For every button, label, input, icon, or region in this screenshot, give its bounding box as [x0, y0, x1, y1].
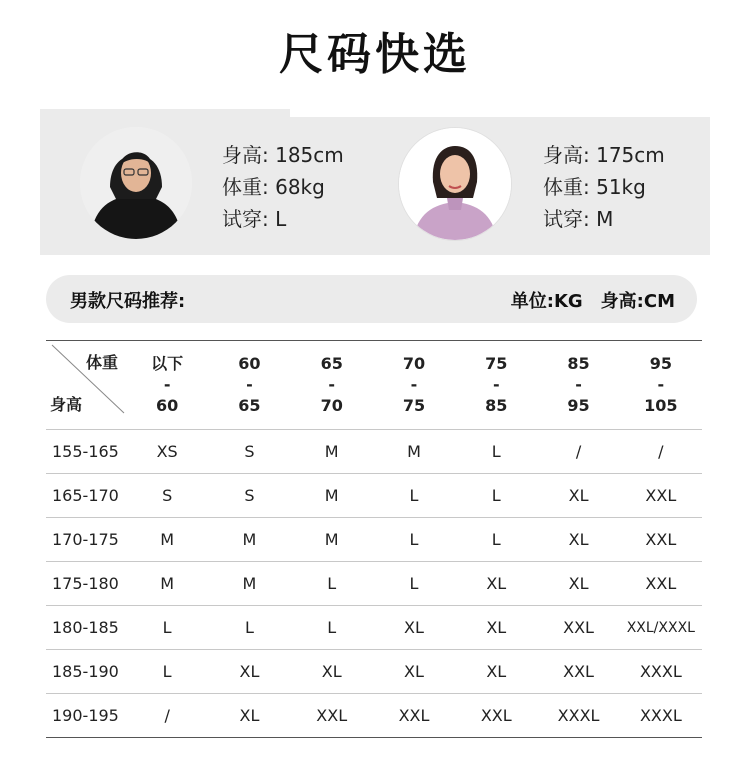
size-cell: L: [291, 562, 373, 606]
size-cell: XXXL: [620, 650, 702, 694]
size-cell: M: [126, 518, 208, 562]
size-cell: L: [373, 518, 455, 562]
size-cell: XL: [291, 650, 373, 694]
size-cell: XXL: [480, 706, 512, 725]
weight-unit: 单位:KG: [510, 291, 583, 312]
weight-range-bottom: 75: [402, 396, 426, 415]
size-cell: XXL: [620, 518, 702, 562]
size-cell: L: [373, 474, 455, 518]
size-cell: /: [537, 430, 619, 474]
size-cell: XL: [455, 606, 537, 650]
female-model-avatar: [398, 127, 512, 241]
size-cell: M: [208, 562, 290, 606]
size-cell: M: [126, 562, 208, 606]
size-cell: L: [455, 518, 537, 562]
female-weight: 体重: 51kg: [543, 175, 646, 199]
recommendation-bar: [46, 275, 697, 323]
weight-range-bottom: 70: [320, 396, 343, 415]
size-cell: XL: [537, 562, 619, 606]
table-row: [46, 562, 702, 606]
weight-range-sep: -: [657, 375, 665, 394]
table-row: [46, 430, 702, 474]
weight-column-header: [291, 341, 373, 430]
model-panel: [40, 117, 710, 255]
weight-range-top: 以下: [151, 354, 184, 373]
weight-range-sep: -: [575, 375, 582, 394]
size-cell: XXL: [398, 706, 430, 725]
size-cell: L: [373, 562, 455, 606]
table-row: [46, 518, 702, 562]
weight-range-top: 75: [485, 354, 508, 373]
height-range-cell: 170-175: [46, 518, 126, 562]
table-corner: [46, 341, 126, 430]
size-cell: XXXL: [557, 706, 600, 725]
weight-range-bottom: 65: [238, 396, 261, 415]
size-cell: L: [126, 650, 208, 694]
height-range-cell: 180-185: [46, 606, 126, 650]
height-unit: 身高:CM: [600, 291, 675, 312]
size-cell: L: [455, 474, 537, 518]
weight-range-bottom: 95: [567, 396, 590, 415]
size-cell: L: [126, 606, 208, 650]
size-cell: XXL: [316, 706, 348, 725]
size-cell: S: [208, 430, 290, 474]
height-range-cell: 175-180: [46, 562, 126, 606]
size-cell: XXL: [620, 562, 702, 606]
weight-range-sep: -: [410, 375, 418, 394]
weight-range-sep: -: [492, 375, 500, 394]
female-height: 身高: 175cm: [543, 143, 665, 167]
size-cell: XXL: [537, 606, 619, 650]
table-row: [46, 650, 702, 694]
weight-range-top: 85: [567, 354, 590, 373]
size-cell: XL: [455, 650, 537, 694]
size-cell: /: [164, 706, 170, 725]
weight-range-sep: -: [328, 375, 336, 394]
size-cell: L: [455, 430, 537, 474]
size-cell: XL: [239, 706, 260, 725]
weight-column-header: [208, 341, 290, 430]
size-cell: XXL: [537, 650, 619, 694]
size-cell: L: [291, 606, 373, 650]
recommendation-label: 男款尺码推荐:: [70, 291, 186, 312]
size-table-header: [46, 341, 702, 430]
size-cell: M: [291, 430, 373, 474]
female-model-stats: [543, 139, 665, 235]
size-cell: M: [208, 518, 290, 562]
size-cell: XS: [126, 430, 208, 474]
weight-column-header: [373, 341, 455, 430]
weight-range-bottom: 105: [644, 396, 678, 415]
size-cell: S: [208, 474, 290, 518]
size-cell: XL: [537, 474, 619, 518]
table-row: [46, 606, 702, 650]
weight-range-bottom: 60: [156, 396, 179, 415]
weight-range-top: 95: [649, 354, 672, 373]
weight-column-header: [537, 341, 619, 430]
size-cell: /: [620, 430, 702, 474]
male-model-stats: [222, 139, 344, 235]
weight-range-top: 65: [320, 354, 343, 373]
male-trial-size: 试穿: L: [222, 207, 287, 231]
size-cell: XL: [455, 562, 537, 606]
weight-range-sep: -: [163, 375, 171, 394]
table-row: [46, 694, 702, 738]
height-range-cell: 155-165: [46, 430, 126, 474]
height-range-cell: 190-195: [52, 706, 119, 725]
weight-range-bottom: 85: [485, 396, 508, 415]
male-height: 身高: 185cm: [222, 143, 344, 167]
size-cell: XL: [537, 518, 619, 562]
page-title: 尺码快选: [279, 29, 471, 80]
weight-column-header: [455, 341, 537, 430]
weight-range-top: 70: [402, 354, 426, 373]
corner-height-label: 身高: [50, 395, 83, 414]
size-table: [46, 340, 702, 738]
female-model-icon: [399, 128, 511, 240]
unit-info: [493, 287, 675, 313]
size-cell: M: [291, 518, 373, 562]
height-range-cell: 165-170: [46, 474, 126, 518]
size-cell: XXL/XXXL: [620, 606, 702, 650]
weight-range-sep: -: [246, 375, 253, 394]
size-cell: XL: [208, 650, 290, 694]
weight-range-top: 60: [238, 354, 261, 373]
weight-column-header: [126, 341, 208, 430]
corner-weight-label: 体重: [85, 353, 118, 372]
male-weight: 体重: 68kg: [222, 175, 325, 199]
size-cell: M: [373, 430, 455, 474]
weight-column-header: [620, 341, 702, 430]
size-cell: XXXL: [639, 706, 682, 725]
size-cell: S: [126, 474, 208, 518]
male-model-icon: [80, 127, 192, 239]
size-cell: XL: [373, 606, 455, 650]
male-model-avatar: [80, 127, 192, 239]
size-cell: M: [291, 474, 373, 518]
female-trial-size: 试穿: M: [543, 207, 614, 231]
table-row: [46, 474, 702, 518]
height-range-cell: 185-190: [46, 650, 126, 694]
size-cell: XL: [373, 650, 455, 694]
size-cell: XXL: [620, 474, 702, 518]
size-cell: L: [208, 606, 290, 650]
